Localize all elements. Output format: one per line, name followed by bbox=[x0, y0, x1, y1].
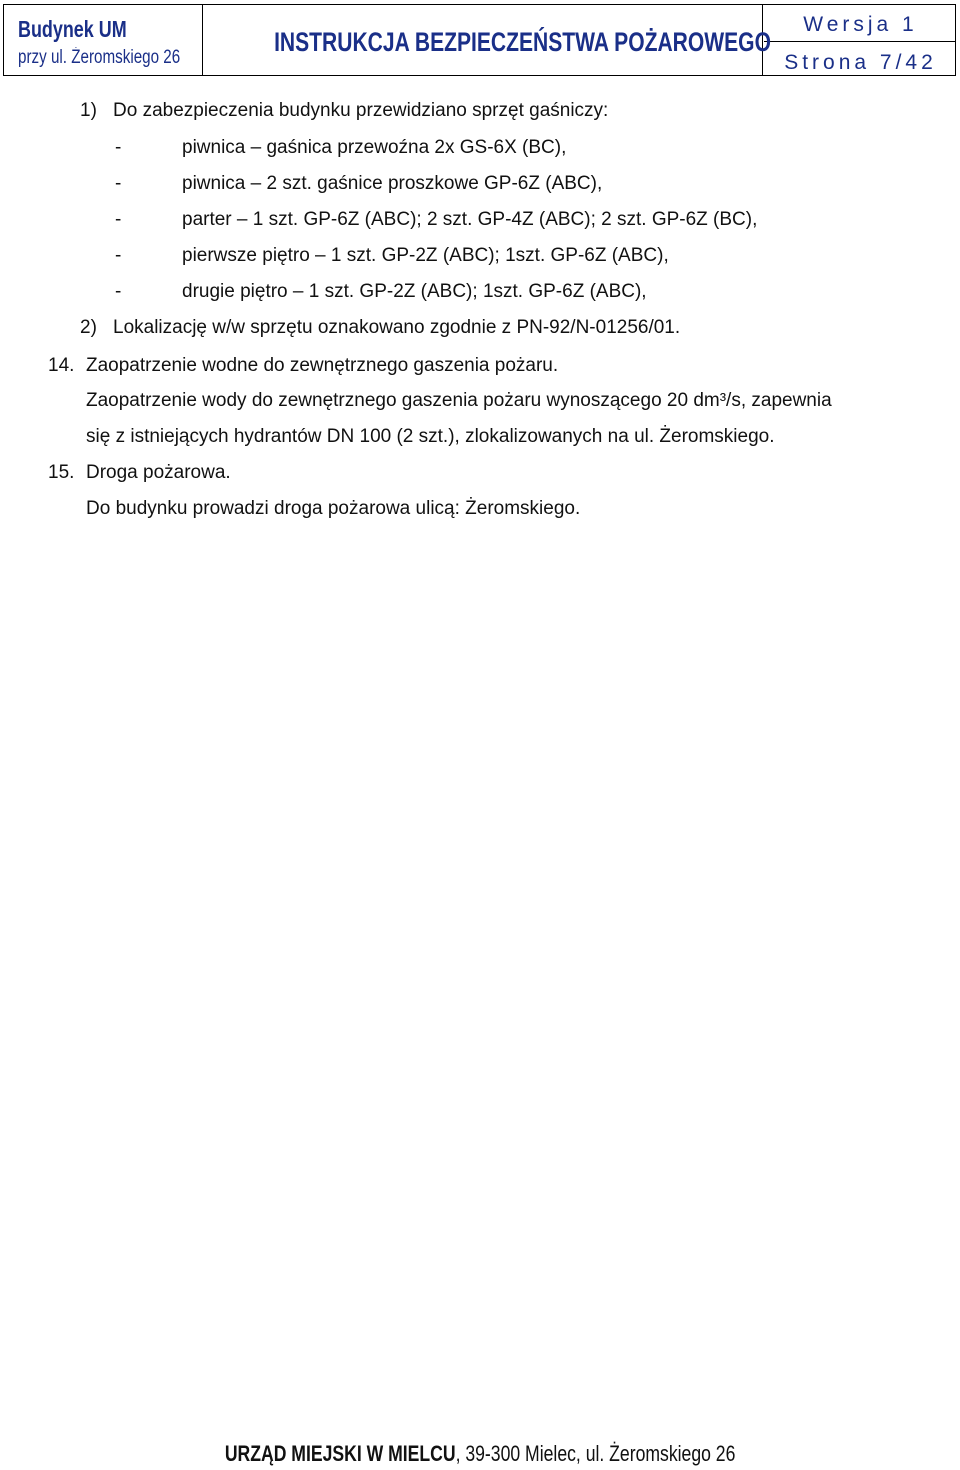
bullet-text: drugie piętro – 1 szt. GP-2Z (ABC); 1szt. GP-6Z (ABC), bbox=[182, 281, 647, 302]
list-text: Do zabezpieczenia budynku przewidziano sprzęt gaśniczy: bbox=[113, 100, 609, 121]
section-number: 15. bbox=[48, 462, 75, 483]
page-footer bbox=[0, 1441, 960, 1467]
section-number: 14. bbox=[48, 355, 75, 376]
bullet-dash: - bbox=[115, 209, 122, 230]
building-address: przy ul. Żeromskiego 26 bbox=[18, 47, 181, 68]
bullet-dash: - bbox=[115, 281, 122, 302]
footer-office: URZĄD MIEJSKI W MIELCU bbox=[224, 1441, 456, 1466]
page-header bbox=[3, 4, 956, 76]
document-title: INSTRUKCJA BEZPIECZEŃSTWA POŻAROWEGO bbox=[274, 27, 771, 57]
bullet-dash: - bbox=[115, 137, 122, 158]
bullet-dash: - bbox=[115, 245, 122, 266]
bullet-text: piwnica – gaśnica przewoźna 2x GS-6X (BC), bbox=[182, 137, 567, 158]
header-divider bbox=[202, 5, 203, 75]
paragraph-line: Zaopatrzenie wody do zewnętrznego gaszenia pożaru wynoszącego 20 dm³/s, zapewnia bbox=[86, 390, 832, 411]
list-number: 1) bbox=[80, 100, 97, 121]
bullet-text: piwnica – 2 szt. gaśnice proszkowe GP-6Z (ABC), bbox=[182, 173, 603, 194]
bullet-dash: - bbox=[115, 173, 122, 194]
building-name: Budynek UM bbox=[18, 16, 127, 42]
list-number: 2) bbox=[80, 317, 97, 338]
page-number: Strona 7/42 bbox=[784, 51, 937, 74]
bullet-text: pierwsze piętro – 1 szt. GP-2Z (ABC); 1szt. GP-6Z (ABC), bbox=[182, 245, 669, 266]
paragraph-line: się z istniejących hydrantów DN 100 (2 szt.), zlokalizowanych na ul. Żeromskiego. bbox=[86, 426, 775, 447]
section-title: Zaopatrzenie wodne do zewnętrznego gaszenia pożaru. bbox=[86, 355, 559, 376]
list-text: Lokalizację w/w sprzętu oznakowano zgodnie z PN-92/N-01256/01. bbox=[113, 317, 681, 338]
paragraph-line: Do budynku prowadzi droga pożarowa ulicą: Żeromskiego. bbox=[86, 498, 581, 519]
section-title: Droga pożarowa. bbox=[86, 462, 231, 483]
header-divider bbox=[764, 41, 955, 42]
version-label: Wersja 1 bbox=[803, 13, 918, 36]
bullet-text: parter – 1 szt. GP-6Z (ABC); 2 szt. GP-4Z (ABC); 2 szt. GP-6Z (BC), bbox=[182, 209, 758, 230]
footer-address: , 39-300 Mielec, ul. Żeromskiego 26 bbox=[455, 1441, 736, 1466]
